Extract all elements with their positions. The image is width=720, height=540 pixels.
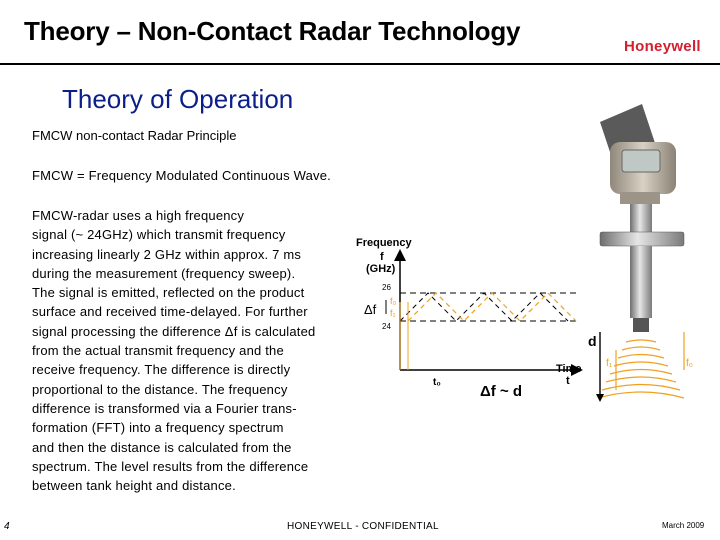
body-line: proportional to the distance. The frequency <box>32 381 288 397</box>
body-line: surface and received time-delayed. For further <box>32 304 308 320</box>
principle-subtitle: FMCW non-contact Radar Principle <box>32 128 237 143</box>
footer-date: March 2009 <box>662 521 705 530</box>
body-line: from the actual transmit frequency and the <box>32 343 284 359</box>
housing-base <box>620 192 660 204</box>
title-divider <box>0 63 720 65</box>
confidential-notice: HONEYWELL - CONFIDENTIAL <box>287 521 439 532</box>
antenna-tip <box>633 318 649 332</box>
t0-label: t₀ <box>433 377 441 388</box>
body-line: The signal is emitted, reflected on the product <box>32 285 305 301</box>
antenna-rod <box>630 246 652 318</box>
display-window <box>622 150 660 172</box>
honeywell-logo: Honeywell <box>624 38 701 55</box>
radar-waves <box>598 340 684 398</box>
body-line: increasing linearly 2 GHz within approx. 7 ms <box>32 246 302 262</box>
relation-label: Δf ~ d <box>480 383 523 400</box>
y-axis-unit: (GHz) <box>366 263 396 275</box>
distance-arrowhead <box>596 394 604 402</box>
body-line: during the measurement (frequency sweep). <box>32 265 296 281</box>
y-axis-symbol: f <box>380 251 384 263</box>
x-axis-symbol: t <box>566 375 570 387</box>
body-paragraph <box>32 206 362 495</box>
y-axis-label: Frequency <box>356 237 412 249</box>
distance-label: d <box>588 333 597 349</box>
delta-f-label: Δf <box>364 302 377 317</box>
receive-sweep <box>408 293 576 321</box>
section-title: Theory of Operation <box>62 84 294 114</box>
tick-24: 24 <box>382 322 391 331</box>
tank-f0-label: f₀ <box>686 358 693 369</box>
radar-device-image <box>586 100 720 410</box>
x-axis-label: Time <box>556 363 582 375</box>
body-line: FMCW-radar uses a high frequency <box>32 208 245 223</box>
mounting-flange <box>600 232 684 246</box>
body-line: and then the distance is calculated from the <box>32 439 292 455</box>
transmit-sweep <box>400 293 568 321</box>
tank-f1-label: f₁ <box>606 358 613 369</box>
device-neck <box>630 204 652 232</box>
page-number: 4 <box>4 521 10 532</box>
body-line: formation (FFT) into a frequency spectrum <box>32 420 284 436</box>
body-line: difference is transformed via a Fourier trans- <box>32 400 297 416</box>
definition-subtitle: FMCW = Frequency Modulated Continuous Wave. <box>32 168 331 183</box>
slide-title: Theory – Non-Contact Radar Technology <box>24 16 521 46</box>
body-line: receive frequency. The difference is directly <box>32 362 291 378</box>
body-line: signal (~ 24GHz) which transmit frequency <box>32 227 286 243</box>
tick-26: 26 <box>382 283 391 292</box>
f0-label: f₀ <box>390 296 397 306</box>
body-line: spectrum. The level results from the difference <box>32 458 309 474</box>
body-line: signal processing the difference Δf is calculated <box>32 323 316 339</box>
body-line: between tank height and distance. <box>32 478 236 494</box>
f1-label: f₁ <box>390 308 396 318</box>
